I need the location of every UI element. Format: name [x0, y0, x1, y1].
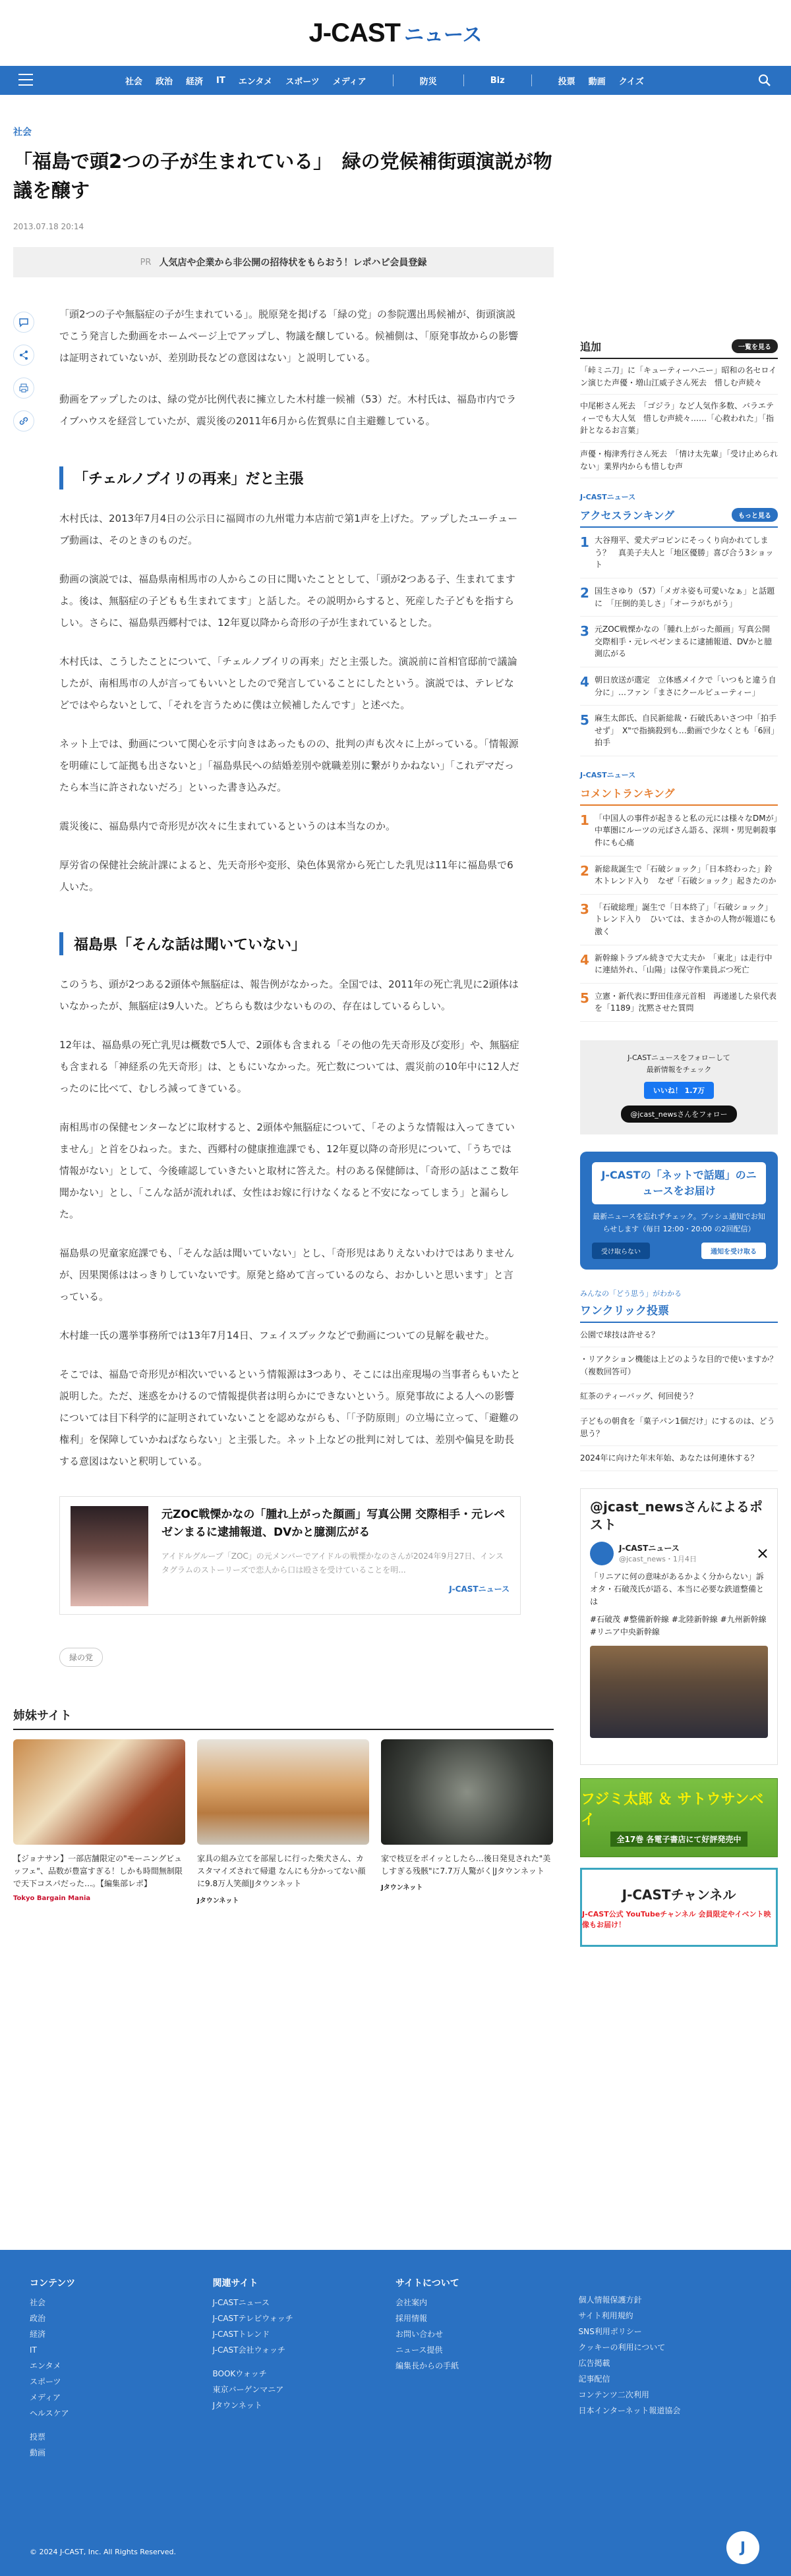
- share-column: [13, 304, 46, 1667]
- x-follow-button[interactable]: @jcast_newsさんをフォロー: [621, 1106, 736, 1123]
- article-date: 2013.07.18 20:14: [13, 222, 84, 231]
- pr-banner[interactable]: [13, 247, 554, 277]
- pr-label: PR: [140, 257, 152, 267]
- related-source: J-CASTニュース: [449, 1584, 510, 1594]
- push-decline-button[interactable]: 受け取らない: [592, 1243, 650, 1259]
- footer-link[interactable]: J-CAST会社ウォッチ: [212, 2345, 285, 2355]
- sister-logo: Jタウンネット: [197, 1897, 239, 1905]
- article-paragraph: 木村雄一氏の選挙事務所では13年7月14日、フェイスブックなどで動画についての見解を載せた。: [59, 1330, 495, 1341]
- article-paragraph: 「頭2つの子や無脳症の子が生まれている」。脱原発を掲げる「緑の党」の参院選出馬候補が、街頭演説でこう発言した動画をホームページ上でアップし、物議を醸している。候補側は、「原発事故からの影響は証明されていないが、差別助長などの意図はない」と説明している。: [59, 308, 519, 364]
- print-icon[interactable]: [13, 378, 34, 399]
- latest-heading: [580, 339, 778, 359]
- footer-heading: 関連サイト: [212, 2278, 258, 2289]
- latest-item[interactable]: 中尾彬さん死去 「ゴジラ」など人気作多数、バラエティーでも大人気 惜しむ声続々……「心救われた」「指針となるお言葉」: [580, 395, 778, 443]
- follow-text: 最新情報をチェック: [646, 1065, 712, 1074]
- latest-more-button[interactable]: 一覧を見る: [732, 339, 778, 353]
- footer-link[interactable]: SNS利用ポリシー: [578, 2327, 642, 2336]
- footer-col-about: [396, 2276, 579, 2465]
- sister-text: 家具の組み立てを部屋しに行った柴犬さん、カスタマイズされて帰還 なんにも分かってない顔に9.8万人笑顔|Jタウンネット: [197, 1854, 366, 1889]
- footer-link[interactable]: 広告掲載: [578, 2359, 610, 2368]
- push-title: J-CASTの「ネットで話題」のニュースをお届け: [592, 1162, 766, 1204]
- ad-banner-fujimi[interactable]: [580, 1778, 778, 1857]
- nav-item-it[interactable]: IT: [216, 75, 225, 86]
- related-desc: アイドルグループ「ZOC」の元メンバーでアイドルの戦慄かなのさんが2024年9月27日、インスタグラムのストーリーズで恋人から口は殴さを受けていることを明...: [161, 1552, 504, 1575]
- article-paragraph: 動画をアップしたのは、緑の党が比例代表に擁立した木村雄一候補（53）だ。木村氏は、福島市内でライブハウスを経営していたが、震災後の2011年6月から佐賀県に自主避難している。: [59, 393, 517, 427]
- tw-name: J-CASTニュース: [619, 1544, 680, 1554]
- comment-ranking-title: コメントランキング: [580, 787, 675, 800]
- comment-ranking-item[interactable]: [580, 984, 778, 1022]
- nav-item-economy[interactable]: 経済: [186, 76, 204, 87]
- logo-main: J-CAST: [308, 18, 400, 47]
- association-logo-icon: J: [726, 2531, 759, 2564]
- article-category[interactable]: 社会: [13, 127, 32, 138]
- follow-text: J-CASTニュースをフォローして: [628, 1053, 730, 1062]
- rank-text: 立憲・新代表に野田佳彦元首相 再递递した泉代表を「1189」沈黙させた質問: [595, 991, 777, 1013]
- rank-text: 大谷翔平、愛犬デコピンにそっくり向かれてしまう？ 真美子夫人と「地区優勝」喜び合う3ショット: [595, 536, 774, 570]
- sister-text: 【ジョナサン】一部店舗限定の"モーニングビュッフェ"、品数が豊富すぎる！しかも時間無制限で天下コスパだった…。【編集部レポ】: [13, 1854, 183, 1889]
- article-paragraph: 木村氏は、こうしたことについて、「チェルノブイリの再来」だと主張した。演説前に首相官邸前で議論したが、南相馬市の人が言ってもいいとしたので発言していることにしたという。演説では、テレビなどではやらないとして、「それを言うために僕は立候補したんです」と述べた。: [59, 656, 517, 711]
- article-paragraph: 動画の演説では、福島県南相馬市の人からこの日に聞いたこととして、「頭が2つある子、生まれてますよ。後は、無脳症の子どもも生まれてます」と話した。その説明からすると、死産した子どもを指すらしい。さらに、福島県西郷村では、12年夏以降から奇形の子が生まれているとした。: [59, 573, 515, 629]
- sister-text: 家で枝豆をポイッとしたら…後日発見された"美しすぎる残骸"に7.7万人驚がく|Jタウンネット: [381, 1854, 551, 1876]
- footer-heading: コンテンツ: [30, 2278, 76, 2289]
- footer-link[interactable]: J-CASTテレビウォッチ: [212, 2314, 293, 2323]
- nav-item-politics[interactable]: 政治: [156, 76, 173, 87]
- article-paragraph: 震災後に、福島県内で奇形児が次々に生まれているというのは本当なのか。: [59, 820, 396, 832]
- access-ranking-title: アクセスランキング: [580, 509, 675, 522]
- article-paragraph: ネット上では、動画について関心を示す向きはあったものの、批判の声も次々に上がっている。「情報源を明確にして証拠も出さないと」「福島県民への結婚差別や就職差別に繋がりかねない」「これデマだったら本当に許されないだろ」といった書き込みだ。: [59, 738, 519, 793]
- facebook-like-button[interactable]: いいね！ 1.7万: [644, 1082, 714, 1099]
- poll-item[interactable]: 公園で球技は許せる？: [580, 1323, 778, 1348]
- rank-number: 1: [580, 534, 589, 551]
- push-accept-button[interactable]: 通知を受け取る: [701, 1243, 766, 1259]
- rank-number: 5: [580, 990, 589, 1006]
- footer-link[interactable]: エンタメ: [30, 2361, 61, 2370]
- footer-link[interactable]: IT: [30, 2345, 37, 2355]
- rank-number: 2: [580, 862, 589, 879]
- footer-link[interactable]: 東京バーゲンマニア: [212, 2385, 284, 2394]
- rank-text: 「中国人の事件が起きると私の元には様々なDMが」 中華圏にルーツの元ばさん語る、深圳・男児刺殺事件にも心痛: [595, 813, 786, 848]
- access-more-button[interactable]: もっと見る: [732, 508, 778, 522]
- article-paragraph: 12年は、福島県の死亡乳児は概数で5人で、2頭体も含まれる「その他の先天奇形及び変形」や、無脳症も含まれる「神経系の先天奇形」は、ともにいなかった。死亡数については、震災前の10年中に12人だったのに比べて、むしろ減ってきている。: [59, 1039, 519, 1094]
- footer-link[interactable]: サイト利用規約: [578, 2311, 633, 2320]
- article-tag[interactable]: 緑の党: [59, 1648, 103, 1667]
- site-footer: [0, 2250, 791, 2576]
- footer-link[interactable]: メディア: [30, 2393, 61, 2402]
- tw-hashtags[interactable]: #石破茂 #整備新幹線 #北陸新幹線 #九州新幹線 #リニア中央新幹線: [590, 1615, 767, 1637]
- footer-link[interactable]: 個人情報保護方針: [578, 2295, 642, 2305]
- access-label: J-CASTニュース: [580, 493, 636, 502]
- nav-item-quiz[interactable]: クイズ: [618, 76, 644, 87]
- ranking-item[interactable]: [580, 528, 778, 578]
- nav-item-media[interactable]: メディア: [332, 76, 366, 87]
- sister-image: [197, 1739, 369, 1845]
- footer-link[interactable]: J-CASTトレンド: [212, 2330, 270, 2339]
- rank-number: 3: [580, 623, 589, 640]
- footer-link[interactable]: 経済: [30, 2330, 46, 2339]
- ad-subtitle: 全17巻 各電子書店にて好評発売中: [610, 1832, 748, 1847]
- poll-item[interactable]: 紅茶のティーバッグ、何回使う？: [580, 1384, 778, 1409]
- comment-icon[interactable]: [13, 312, 34, 333]
- poll-heading: ワンクリック投票: [580, 1301, 778, 1323]
- latest-item[interactable]: 声優・梅津秀行さん死去 「情け太先輩」「受け止められない」業界内からも惜しむ声: [580, 443, 778, 478]
- global-nav: [0, 66, 791, 95]
- share-icon[interactable]: [13, 345, 34, 366]
- sister-logo: Tokyo Bargain Mania: [13, 1894, 91, 1902]
- main-content: [13, 95, 554, 1947]
- footer-link[interactable]: コンテンツ二次利用: [578, 2390, 649, 2399]
- rank-number: 4: [580, 673, 589, 690]
- footer-heading: サイトについて: [396, 2278, 459, 2289]
- sidebar: [580, 95, 786, 1947]
- footer-link[interactable]: お問い合わせ: [396, 2330, 444, 2339]
- comment-ranking-item[interactable]: [580, 895, 778, 945]
- rank-text: 元ZOC戦慄かなの「腫れ上がった顔画」写真公開 交際相手・元レペゼンまるに逮捕報道、DVかと臆測広がる: [595, 625, 778, 659]
- rank-text: 新総裁誕生で「石破ショック」「日本終わった」鈴木トレンド入り なぜ「石破ショック」起きたのか: [595, 864, 776, 886]
- article-paragraph: このうち、頭が2つある2頭体や無脳症は、報告例がなかった。全国では、2011年の死亡乳児に2頭体はいなかったが、無脳症は9人いた。どちらも数は少ないものの、存在はしているらしい。: [59, 978, 519, 1012]
- nav-item-social[interactable]: 社会: [125, 76, 143, 87]
- tw-image[interactable]: [590, 1646, 768, 1738]
- nav-divider: [463, 74, 464, 86]
- nav-item-entame[interactable]: エンタメ: [238, 76, 273, 87]
- footer-link[interactable]: 編集長からの手紙: [396, 2361, 459, 2370]
- comment-ranking-item[interactable]: [580, 806, 786, 856]
- latest-heading-label: 追加: [580, 341, 602, 353]
- ad-title: J-CASTチャンネル: [622, 1887, 736, 1903]
- rank-text: 新幹線トラブル続きで大丈夫か 「東北」は走行中に連結外れ、「山陽」は保守作業員ぶつ死亡: [595, 953, 773, 975]
- menu-icon[interactable]: [18, 74, 33, 86]
- rank-text: 朝日放送が選定 立体感メイクで「いつもと違う自分に」…ファン「まさにクールビューティー」: [595, 675, 776, 697]
- twitter-heading: @jcast_newsさんによるポスト: [590, 1498, 763, 1532]
- nav-item-sports[interactable]: スポーツ: [285, 76, 320, 87]
- section-heading: 「チェルノブイリの再来」だと主張: [59, 466, 521, 490]
- article-paragraph: 南相馬市の保健センターなどに取材すると、2頭体や無脳症について、「そのような情報は入ってきていません」と首をひねった。また、西郷村の健康推進課でも、12年夏以降の奇形児について、「うちでは情報がない」として、今後確認していきたいと取材に答えた。村のある保健師は、「奇形の話はここ数年聞かない」とし、「こんな話が流れれば、女性はお嫁に行けなくなると不安になってしまう」と漏らした。: [59, 1121, 519, 1220]
- sister-logo: Jタウンネット: [381, 1884, 423, 1892]
- related-thumbnail: [71, 1506, 148, 1606]
- nav-item-biz[interactable]: Biz: [490, 75, 505, 86]
- article-paragraph: そこでは、福島で奇形児が相次いでいるという情報源は3つあり、そこには出産現場の当事者らもいたと説明した。ただ、迷惑をかけるので情報提供者は明らかにできないという。原発事故による人への影響については目下科学的に証明されていないことを認めながらも、「「予防原則」の立場に立って、「避難の権利」を保障していかねばならない」と主張した。ネット上などの批判に対しては、差別や偏見を助長する意図はないと釈明している。: [59, 1368, 521, 1467]
- ranking-item[interactable]: [580, 617, 778, 667]
- pr-text: 人気店や企業から非公開の招待状をもらおう！レポハピ会員登録: [159, 258, 427, 268]
- site-header: [0, 0, 791, 66]
- footer-link[interactable]: 投票: [30, 2432, 46, 2442]
- rank-number: 4: [580, 951, 589, 968]
- rank-text: 「石破総理」誕生で「日本終了」「石破ショック」トレンド入り ひいては、まさかの人物が報道にも激く: [595, 902, 776, 937]
- comment-ranking-heading: [580, 785, 778, 806]
- sister-image: [381, 1739, 553, 1845]
- ranking-item[interactable]: [580, 578, 778, 617]
- footer-link[interactable]: ヘルスケア: [30, 2409, 69, 2418]
- comment-label: J-CASTニュース: [580, 770, 636, 779]
- sister-card[interactable]: [13, 1739, 185, 1905]
- article-paragraph: 厚労省の保健社会統計課によると、先天奇形や変形、染色体異常から死亡した乳児は11年に福島県で6人いた。: [59, 859, 513, 893]
- article-paragraph: 福島県の児童家庭課でも、「そんな話は聞いていない」とし、「奇形児はありえないわけではありませんが、因果関係ははっきりしていないです。原発と絡めて言っているのなら、おかしいと思います」と言っている。: [59, 1247, 515, 1302]
- rank-number: 2: [580, 584, 589, 601]
- twitter-embed: [580, 1488, 778, 1765]
- latest-item[interactable]: 「峠ミニ刀」に「キューティーハニー」昭和の名セロイン演じた声優・増山江威子さん死去 惜しむ声続々: [580, 359, 778, 395]
- footer-link[interactable]: J-CASTニュース: [212, 2298, 270, 2307]
- sister-image: [13, 1739, 185, 1845]
- nav-item-video[interactable]: 動画: [588, 76, 606, 87]
- sister-sites-heading: 姉妹サイト: [13, 1706, 554, 1730]
- access-ranking-heading: [580, 507, 778, 528]
- ranking-item[interactable]: [580, 667, 778, 706]
- rank-number: 5: [580, 712, 589, 729]
- follow-box: [580, 1040, 778, 1134]
- footer-col-policy: [579, 2276, 762, 2465]
- ad-subtitle: J-CAST公式 YouTubeチャンネル 会員限定やイベント映像もお届け！: [582, 1910, 771, 1930]
- nav-item-bosai[interactable]: 防災: [419, 76, 437, 87]
- poll-label: みんなの「どう思う」がわかる: [580, 1289, 682, 1298]
- section-heading: 福島県「そんな話は聞いていない」: [59, 932, 521, 955]
- related-article-card[interactable]: [59, 1496, 521, 1615]
- article-title: 「福島で頭2つの子が生まれている」 緑の党候補街頭演説が物議を醸す: [13, 150, 552, 202]
- push-notification-box: [580, 1152, 778, 1269]
- footer-link[interactable]: Jタウンネット: [212, 2401, 262, 2410]
- push-desc: 最新ニュースを忘れずチェック。プッシュ通知でお知らせします（毎日 12:00・20:00 の2回配信）: [593, 1212, 765, 1233]
- rank-text: 麻生太郎氏、自民新総裁・石破氏あいさつ中「拍手せず」 X"で指摘殺到も…動画で少なくとも「6回」拍手: [595, 714, 777, 748]
- nav-divider: [531, 74, 532, 86]
- site-logo[interactable]: [309, 18, 483, 48]
- copyright: © 2024 J-CAST, Inc. All Rights Reserved.: [30, 2548, 176, 2556]
- sister-card[interactable]: [197, 1739, 369, 1905]
- footer-link[interactable]: 記事配信: [578, 2374, 610, 2384]
- footer-link[interactable]: 日本インターネット報道協会: [578, 2406, 681, 2415]
- footer-link[interactable]: 会社案内: [396, 2298, 428, 2307]
- comment-ranking-item[interactable]: [580, 856, 778, 895]
- search-icon[interactable]: [758, 74, 771, 87]
- footer-link[interactable]: クッキーの利用について: [578, 2343, 666, 2352]
- article-body: [59, 304, 521, 1667]
- article-paragraph: 木村氏は、2013年7月4日の公示日に福岡市の九州電力本店前で第1声を上げた。アップしたユーチューブ動画は、そのときのものだ。: [59, 513, 518, 546]
- poll-item[interactable]: 2024年に向けた年末年始、あなたは何連休する？: [580, 1446, 778, 1471]
- rank-number: 1: [580, 812, 589, 828]
- footer-link[interactable]: 政治: [30, 2314, 46, 2323]
- ranking-item[interactable]: [580, 706, 778, 756]
- footer-col-related: [213, 2276, 396, 2465]
- link-icon[interactable]: [13, 410, 34, 432]
- tw-text: 「リニアに何の意味があるかよく分からない」訴オタ・石破茂氏が語る、本当に必要な鉄道整備とは: [590, 1571, 765, 1607]
- poll-item[interactable]: 子どもの朝食を「菓子パン1個だけ」にするのは、どう思う？: [580, 1409, 778, 1446]
- footer-col-contents: [30, 2276, 213, 2465]
- sister-card[interactable]: [381, 1739, 553, 1905]
- nav-item-vote[interactable]: 投票: [558, 76, 575, 87]
- footer-link[interactable]: スポーツ: [30, 2377, 61, 2386]
- ad-title: フジミ太郎 ＆ サトウサンベイ: [581, 1791, 764, 1829]
- comment-ranking-item[interactable]: [580, 945, 778, 984]
- footer-link[interactable]: 動画: [30, 2448, 46, 2457]
- x-logo-icon[interactable]: [757, 1548, 768, 1559]
- rank-number: 3: [580, 901, 589, 917]
- footer-link[interactable]: ニュース提供: [396, 2345, 443, 2355]
- avatar[interactable]: [590, 1542, 614, 1565]
- tw-handle: @jcast_news・1月4日: [619, 1555, 697, 1564]
- nav-divider: [393, 74, 394, 86]
- ad-banner-channel[interactable]: [580, 1868, 778, 1947]
- footer-link[interactable]: BOOKウォッチ: [212, 2369, 267, 2378]
- logo-sub: ニュース: [403, 24, 483, 47]
- related-title: 元ZOC戦慄かなの「腫れ上がった顔画」写真公開 交際相手・元レペゼンまるに逮捕報道、DVかと臆測広がる: [161, 1508, 506, 1540]
- poll-item[interactable]: ・リアクション機能は上どのような目的で使いますか？（複数回答可）: [580, 1347, 778, 1384]
- rank-text: 国生さゆり（57）「メガネ姿も可愛いなぁ」と話題に 「圧倒的美しさ」「オーラがちがう」: [595, 586, 775, 608]
- footer-link[interactable]: 採用情報: [396, 2314, 428, 2323]
- footer-link[interactable]: 社会: [30, 2298, 46, 2307]
